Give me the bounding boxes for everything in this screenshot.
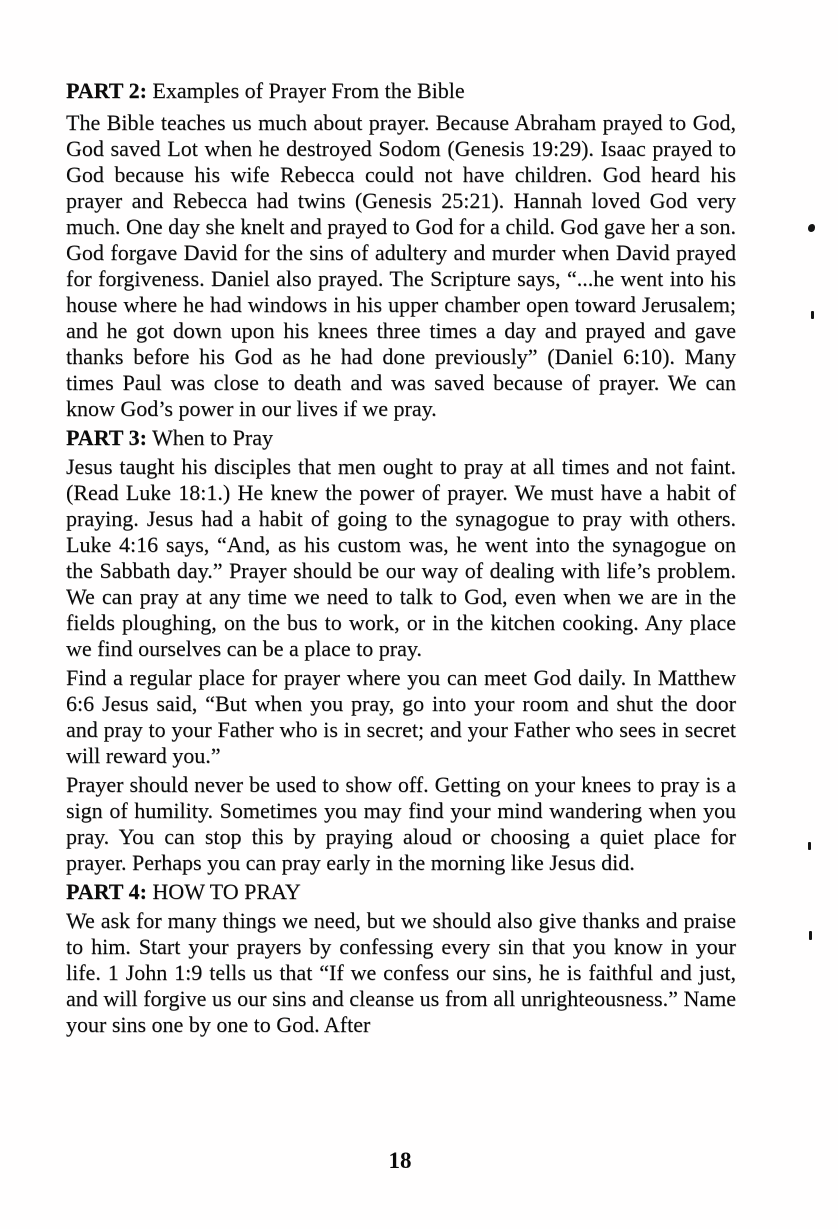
ink-speck-4 [809,931,812,940]
page-number: 18 [388,1148,412,1173]
part3-label: PART 3: [66,425,147,450]
paragraph-regular-place: Find a regular place for prayer where you can meet God daily. In Matthew 6:6 Jesus said, “But when you pray, go into your room and shut the door and pray to your Father who is in secret; and your Father who sees in secret will reward you.” [66,665,736,768]
page-text [66,78,736,1041]
ink-speck-3 [808,842,811,850]
ink-speck-2 [811,311,814,319]
paragraph-how-to-pray: We ask for many things we need, but we should also give thanks and praise to him. Start your prayers by confessing every sin that you know in your life. 1 John 1:9 tells us that “If we confess our sins, he is faithful and just, and will forgive us our sins and cleanse us from all unrighteousness.” Name your sins one by one to God. After [66,908,736,1037]
paragraph-examples-of-prayer: The Bible teaches us much about prayer. Because Abraham prayed to God, God saved Lot when he destroyed Sodom (Genesis 19:29). Isaac prayed to God because his wife Rebecca could not have children. God heard his prayer and Rebecca had twins (Genesis 25:21). Hannah loved God very much. One day she knelt and prayed to God for a child. God gave her a son. God forgave David for the sins of adultery and murder when David prayed for forgiveness. Daniel also prayed. The Scripture says, “...he went into his house where he had windows in his upper chamber open toward Jerusalem; and he got down upon his knees three times a day and prayed and gave thanks before his God as he had done previously” (Daniel 6:10). Many times Paul was close to death and was saved because of prayer. We can know God’s power in our lives if we pray. [66,110,736,421]
part4-title: HOW TO PRAY [146,879,301,904]
part4-label: PART 4: [66,879,147,904]
part2-title: Examples of Prayer From the Bible [146,78,465,103]
part4-heading [66,879,736,905]
part2-label: PART 2: [66,78,147,103]
part3-heading [66,425,736,451]
part3-title: When to Pray [146,425,273,450]
ink-speck-1 [808,224,815,232]
part2-heading [66,78,736,104]
paragraph-when-to-pray: Jesus taught his disciples that men ought to pray at all times and not faint. (Read Luke 18:1.) He knew the power of prayer. We must have a habit of praying. Jesus had a habit of going to the synagogue to pray with others. Luke 4:16 says, “And, as his custom was, he went into the synagogue on the Sabbath day.” Prayer should be our way of dealing with life’s problem. We can pray at any time we need to talk to God, even when we are in the fields ploughing, on the bus to work, or in the kitchen cooking. Any place we find ourselves can be a place to pray. [66,454,736,661]
paragraph-never-show-off: Prayer should never be used to show off. Getting on your knees to pray is a sign of humility. Sometimes you may find your mind wandering when you pray. You can stop this by praying aloud or choosing a quiet place for prayer. Perhaps you can pray early in the morning like Jesus did. [66,772,736,875]
